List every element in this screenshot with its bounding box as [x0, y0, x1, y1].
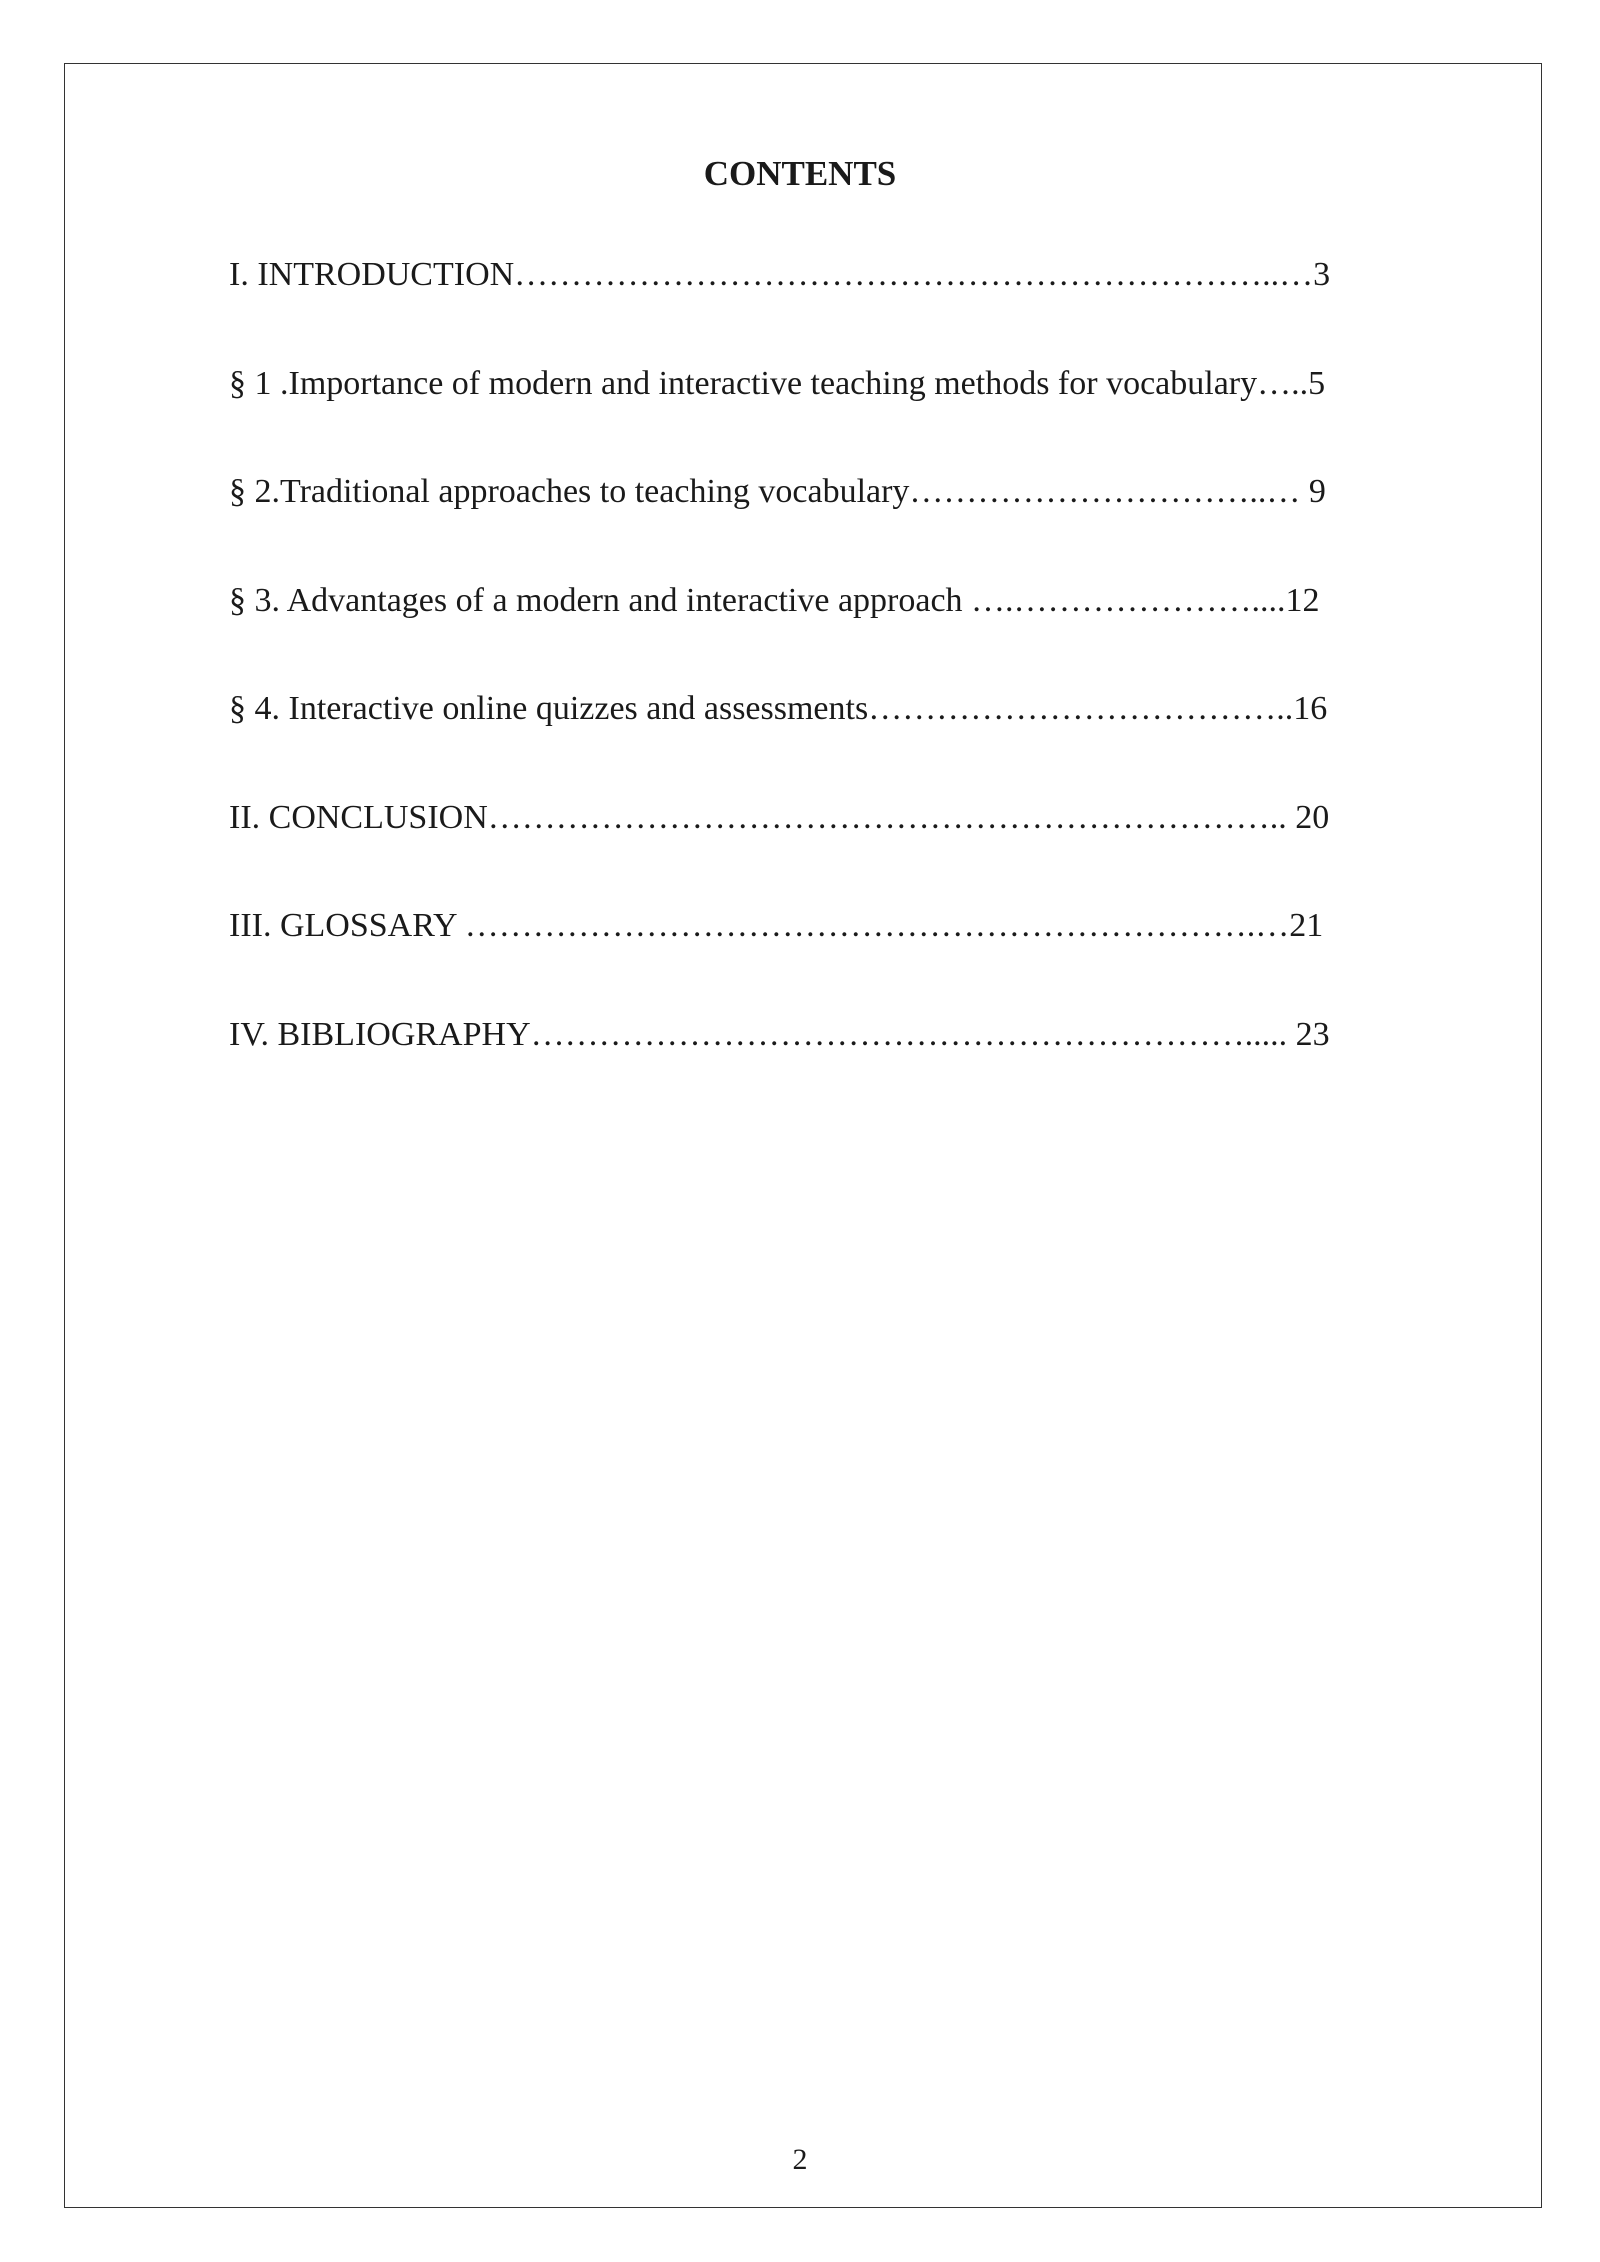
toc-entry-section-1: § 1 .Importance of modern and interactive teaching methods for vocabulary…..5: [229, 364, 1326, 402]
table-of-contents: [229, 253, 1464, 1121]
toc-entry-introduction: I. INTRODUCTION…………………………………………………………..…3: [229, 256, 1331, 293]
toc-entry-section-3: § 3. Advantages of a modern and interactive approach ….…………………....12: [229, 581, 1320, 619]
toc-entry-section-2: § 2.Traditional approaches to teaching vocabulary…………………………..… 9: [229, 473, 1326, 510]
toc-entry-section-4: § 4. Interactive online quizzes and assessments………………………………..16: [229, 690, 1328, 727]
page-title: CONTENTS: [703, 154, 897, 193]
page-number: 2: [792, 2143, 808, 2176]
toc-entry-bibliography: IV. BIBLIOGRAPHY………………………………………………………..... 23: [229, 1015, 1330, 1053]
toc-entry-conclusion: II. CONCLUSION…………………………………………………………….. 20: [229, 798, 1330, 836]
toc-entry-glossary: III. GLOSSARY …………………………………………………………….…21: [229, 907, 1324, 944]
